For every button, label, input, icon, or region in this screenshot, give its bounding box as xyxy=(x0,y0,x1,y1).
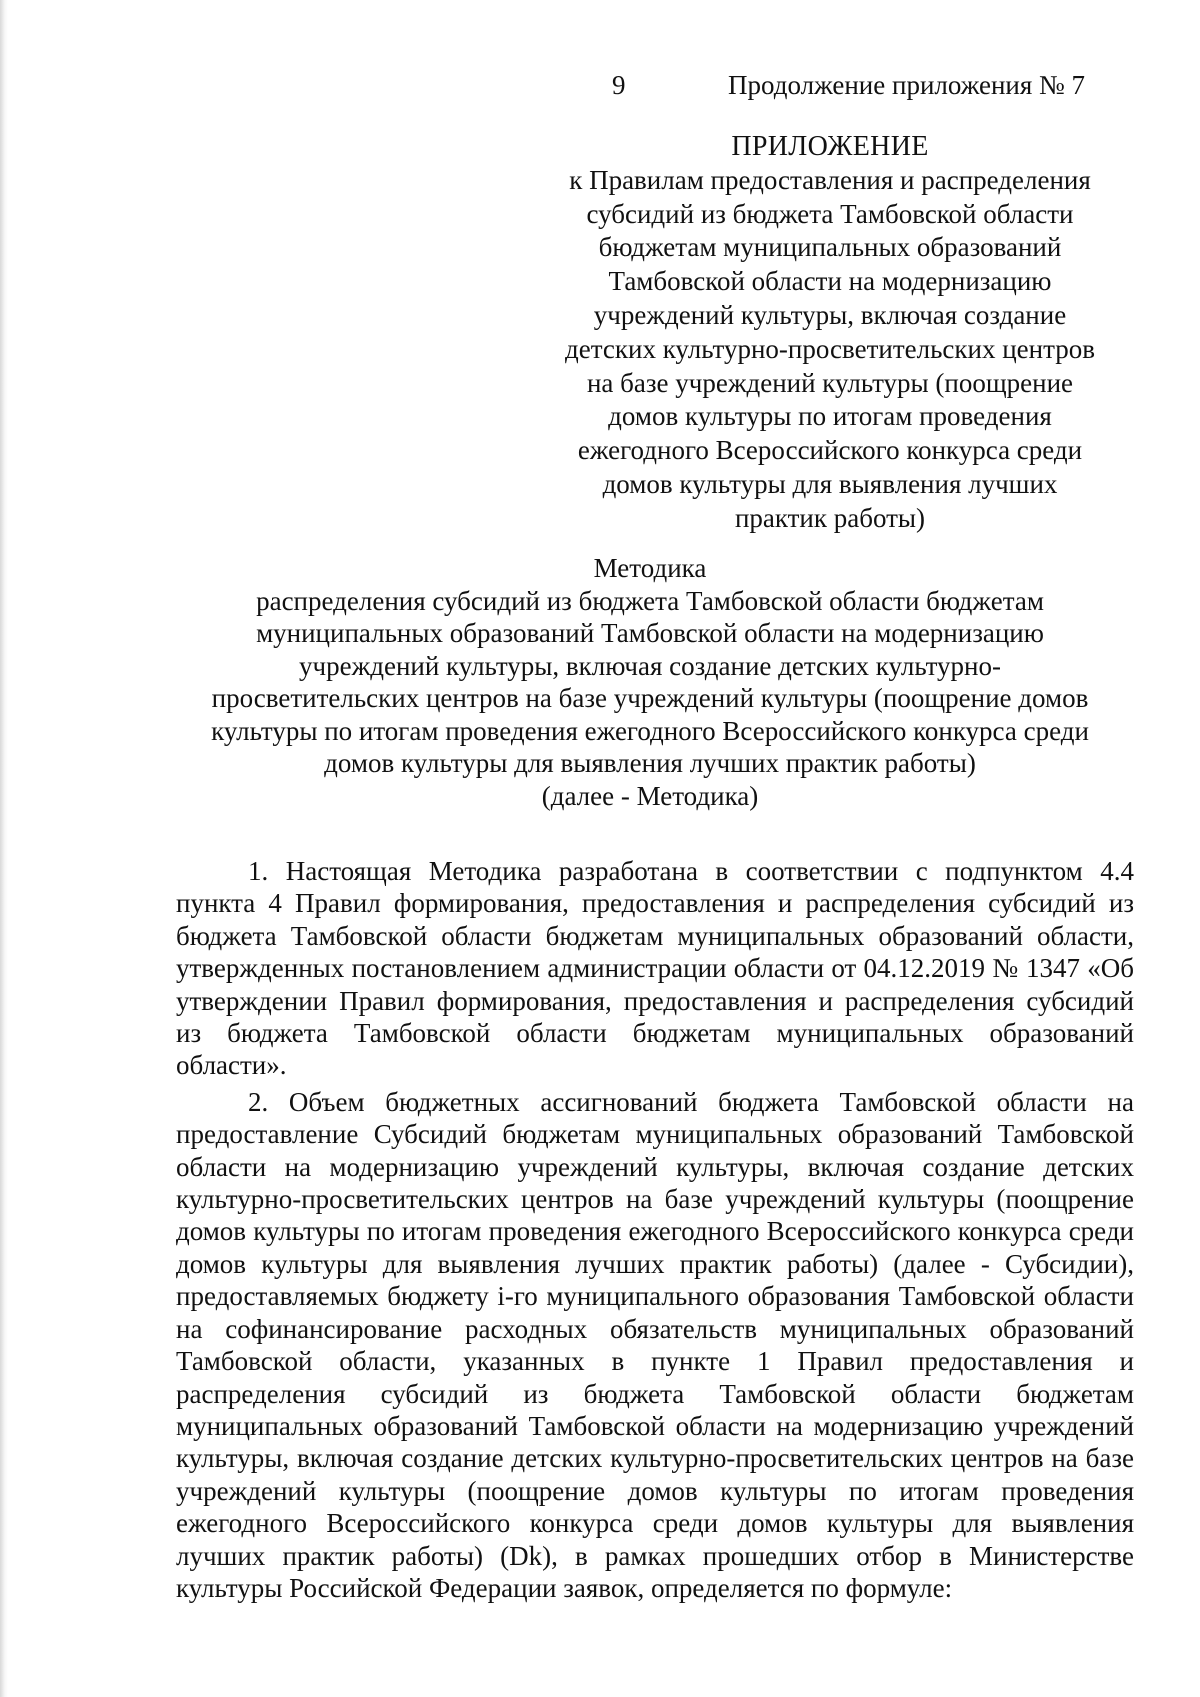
methodology-line: культуры по итогам проведения ежегодного Всероссийского конкурса среди xyxy=(211,715,1089,746)
appendix-line: Тамбовской области на модернизацию xyxy=(608,266,1052,297)
page-header xyxy=(0,70,1200,110)
paragraph-2: 2. Объем бюджетных ассигнований бюджета Тамбовской области на предоставление Субсидий бюджетам муниципальных образований Тамбовской области на модернизацию учреждений культуры, включая создание детских культурно-просветительских центров на базе учреждений культуры (поощрение домов культуры по итогам проведения ежегодного Всероссийского конкурса среди домов культуры для выявления лучших практик работы) (далее - Субсидии), предоставляемых бюджету i-го муниципального образования Тамбовской области на софинансирование расходных обязательств муниципальных образований Тамбовской области, указанных в пункте 1 Правил предоставления и распределения субсидий из бюджета Тамбовской области бюджетам муниципальных образований Тамбовской области на модернизацию учреждений культуры, включая создание детских культурно-просветительских центров на базе учреждений культуры (поощрение домов культуры по итогам проведения ежегодного Всероссийского конкурса среди домов культуры для выявления лучших практик работы) (Dk), в рамках прошедших отбор в Министерстве культуры Российской Федерации заявок, определяется по формуле: xyxy=(176,1086,1134,1603)
appendix-line: учреждений культуры, включая создание xyxy=(593,299,1067,330)
methodology-heading xyxy=(160,552,1140,812)
appendix-line: ежегодного Всероссийского конкурса среди xyxy=(577,435,1083,466)
appendix-line: на базе учреждений культуры (поощрение xyxy=(586,367,1074,398)
appendix-line: бюджетам муниципальных образований xyxy=(598,232,1062,263)
appendix-line: домов культуры для выявления лучших xyxy=(602,468,1058,499)
methodology-line: муниципальных образований Тамбовской области на модернизацию xyxy=(256,618,1044,648)
appendix-line: практик работы) xyxy=(734,502,926,533)
methodology-line: учреждений культуры, включая создание детских культурно- xyxy=(299,650,1001,681)
appendix-line: домов культуры по итогам проведения xyxy=(608,401,1052,432)
appendix-line: к Правилам предоставления и распределения xyxy=(569,164,1091,195)
paragraph-1: 1. Настоящая Методика разработана в соответствии с подпунктом 4.4 пункта 4 Правил формирования, предоставления и распределения субсидий из бюджета Тамбовской области бюджетам муниципальных образований области, утвержденных постановлением администрации области от 04.12.2019 № 1347 «Об утверждении Правил формирования, предоставления и распределения субсидий из бюджета Тамбовской области бюджетам муниципальных образований области». xyxy=(176,856,1134,1081)
scan-edge xyxy=(0,0,8,1697)
methodology-line: распределения субсидий из бюджета Тамбовской области бюджетам xyxy=(256,585,1044,616)
methodology-line: просветительских центров на базе учреждений культуры (поощрение домов xyxy=(211,683,1089,713)
appendix-line: детских культурно-просветительских центров xyxy=(565,333,1095,364)
methodology-line: домов культуры для выявления лучших практик работы) xyxy=(324,748,976,778)
page-number: 9 xyxy=(612,70,626,100)
methodology-title: Методика xyxy=(593,553,707,583)
methodology-line: (далее - Методика) xyxy=(541,780,759,811)
continuation-label: Продолжение приложения № 7 xyxy=(728,70,1086,100)
appendix-heading xyxy=(540,130,1120,536)
appendix-line: субсидий из бюджета Тамбовской области xyxy=(586,198,1074,229)
body-text xyxy=(176,855,1134,1608)
appendix-title: ПРИЛОЖЕНИЕ xyxy=(731,131,929,162)
